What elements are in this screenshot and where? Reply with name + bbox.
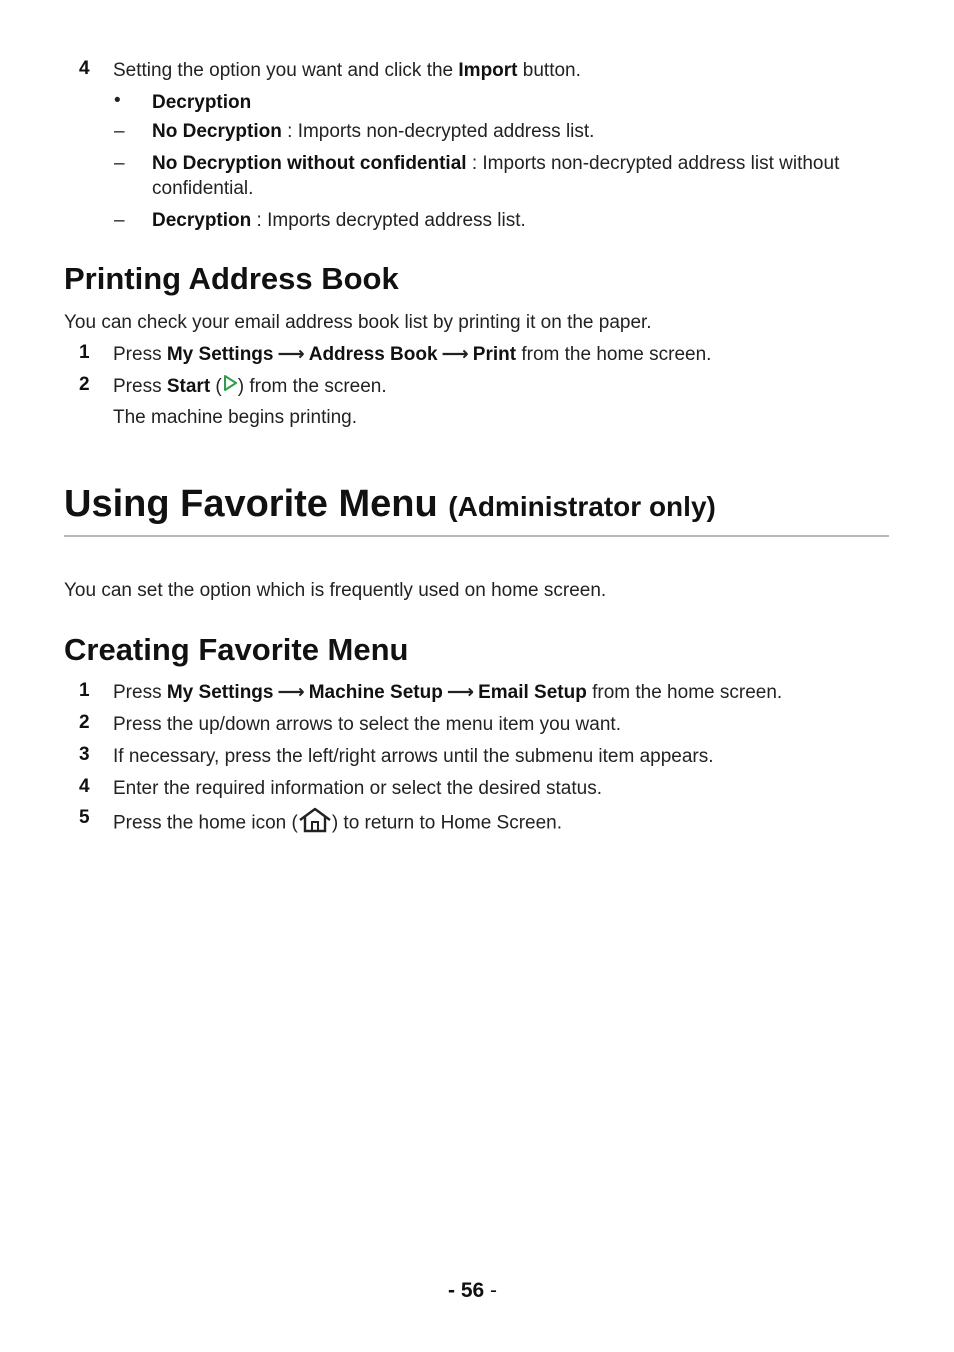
page-number-suffix: - xyxy=(484,1279,498,1302)
printing-note: The machine begins printing. xyxy=(113,407,357,428)
dash-glyph: – xyxy=(114,210,125,231)
arrow-icon: ⟶ xyxy=(277,344,305,365)
step-post: ) from the screen. xyxy=(237,376,387,397)
creating-step-2: Press the up/down arrows to select the menu item you want. xyxy=(113,714,621,735)
step-number: 5 xyxy=(79,807,90,828)
printing-step-2 xyxy=(113,374,387,399)
arrow-icon: ⟶ xyxy=(277,682,305,703)
printing-intro: You can check your email address book list by printing it on the paper. xyxy=(64,312,652,333)
option-desc: : Imports non-decrypted address list without xyxy=(466,153,840,174)
my-settings-label: My Settings xyxy=(166,344,274,365)
printing-address-book-heading: Printing Address Book xyxy=(64,261,399,296)
paren-open: ( xyxy=(210,376,222,397)
import-step-post: button. xyxy=(517,60,581,81)
heading-sub: (Administrator only) xyxy=(448,491,716,522)
creating-step-5 xyxy=(113,807,562,840)
page-number-value: - 56 xyxy=(448,1279,485,1302)
decryption-heading xyxy=(152,90,251,115)
creating-step-3: If necessary, press the left/right arrows until the submenu item appears. xyxy=(113,746,714,767)
step-pre: Press xyxy=(113,344,167,365)
step-post: from the home screen. xyxy=(516,344,712,365)
step-post: ) to return to Home Screen. xyxy=(331,812,563,834)
option-desc: : Imports decrypted address list. xyxy=(251,210,526,231)
print-label: Print xyxy=(472,344,517,365)
step-pre: Press xyxy=(113,682,167,703)
step-post: from the home screen. xyxy=(586,682,783,703)
section-divider xyxy=(64,535,889,537)
step-number: 1 xyxy=(79,342,90,363)
favorite-intro: You can set the option which is frequently used on home screen. xyxy=(64,580,607,601)
step-number: 2 xyxy=(79,374,90,395)
step-number: 4 xyxy=(79,58,90,79)
option-no-decryption xyxy=(152,119,594,144)
printing-step-1 xyxy=(113,342,711,367)
bullet-glyph: • xyxy=(114,90,121,111)
option-name: Decryption xyxy=(152,210,252,231)
import-step-pre: Setting the option you want and click the xyxy=(113,60,459,81)
step-number: 4 xyxy=(79,776,90,797)
email-setup-label: Email Setup xyxy=(478,682,587,703)
option-name: No Decryption xyxy=(152,121,282,142)
creating-step-4: Enter the required information or select the desired status. xyxy=(113,778,602,799)
step-number: 2 xyxy=(79,712,90,733)
heading-main: Using Favorite Menu xyxy=(64,483,449,525)
creating-favorite-menu-heading: Creating Favorite Menu xyxy=(64,632,409,667)
decryption-label: Decryption xyxy=(152,92,252,113)
home-icon xyxy=(298,807,332,840)
import-button-label: Import xyxy=(458,60,518,81)
step-pre: Press the home icon ( xyxy=(113,812,298,834)
option-name: No Decryption without confidential xyxy=(152,153,467,174)
step-pre: Press xyxy=(113,376,167,397)
arrow-icon: ⟶ xyxy=(446,682,475,703)
page-number xyxy=(448,1279,497,1303)
machine-setup-label: Machine Setup xyxy=(308,682,443,703)
favorite-menu-heading xyxy=(64,483,716,526)
start-label: Start xyxy=(166,376,211,397)
dash-glyph: – xyxy=(114,121,125,142)
option-no-decryption-without-confidential xyxy=(152,151,839,176)
import-step-text xyxy=(113,58,581,83)
address-book-label: Address Book xyxy=(308,344,438,365)
creating-step-1 xyxy=(113,680,782,705)
play-triangle-icon xyxy=(222,374,238,399)
dash-glyph: – xyxy=(114,153,125,174)
my-settings-label: My Settings xyxy=(166,682,274,703)
arrow-icon: ⟶ xyxy=(441,344,469,365)
step-number: 3 xyxy=(79,744,90,765)
step-number: 1 xyxy=(79,680,90,701)
option-desc-continued: confidential. xyxy=(152,178,254,199)
option-decryption xyxy=(152,208,526,233)
option-desc: : Imports non-decrypted address list. xyxy=(281,121,595,142)
